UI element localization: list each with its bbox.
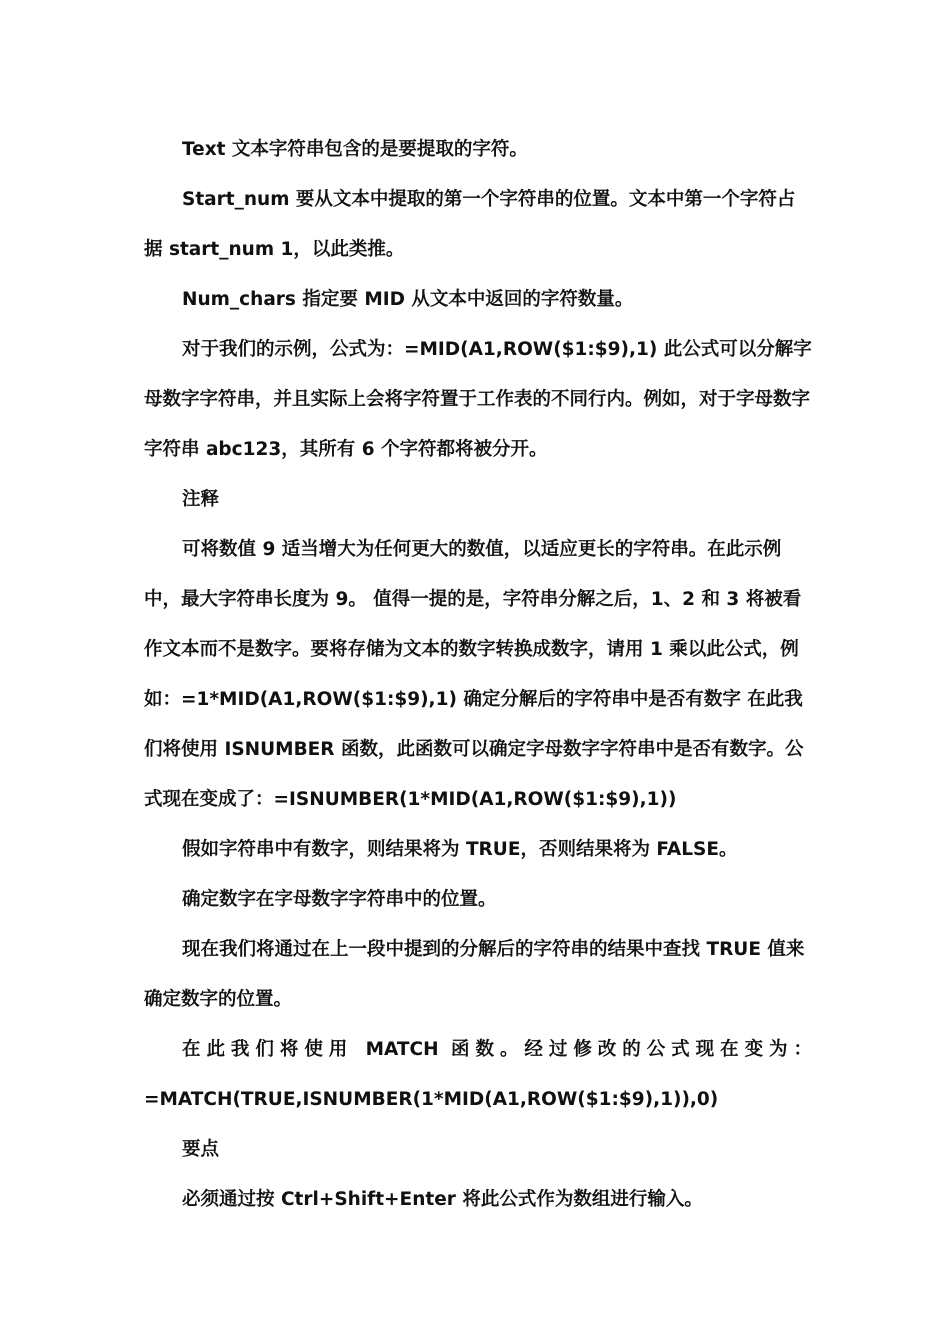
paragraph-determine-position: 确定数字在字母数字字符串中的位置。: [182, 889, 497, 910]
paragraph-match-formula: =MATCH(TRUE,ISNUMBER(1*MID(A1,ROW($1:$9),1)),0): [144, 1089, 719, 1110]
document-body: [144, 125, 812, 1225]
paragraph-match-intro: 在此我们将使用 MATCH 函数。经过修改的公式现在变为：: [182, 1039, 812, 1060]
heading-key-point: 要点: [182, 1139, 220, 1160]
paragraph-text-argument: Text 文本字符串包含的是要提取的字符。: [182, 139, 528, 160]
paragraph-array-entry: 必须通过按 Ctrl+Shift+Enter 将此公式作为数组进行输入。: [182, 1189, 703, 1210]
paragraph-find-true-value: 现在我们将通过在上一段中提到的分解后的字符串的结果中查找 TRUE 值来确定数字的位置。: [144, 939, 805, 1010]
paragraph-start-num-argument: Start_num 要从文本中提取的第一个字符串的位置。文本中第一个字符占据 start_num 1，以此类推。: [144, 189, 796, 260]
paragraph-note-body: 可将数值 9 适当增大为任何更大的数值，以适应更长的字符串。在此示例中，最大字符串长度为 9。 值得一提的是，字符串分解之后，1、2 和 3 将被看作文本而不是数字。要将存储为文本的数字转换成数字，请用 1 乘以此公式，例如：=1*MID(A1,ROW($1:$9),1) 确定分解后的字符串中是否有数字 在此我们将使用 ISNUMBER 函数，此函数可以确定字母数字字符串中是否有数字。公式现在变成了：=ISNUMBER(1*MID(A1,ROW($1:$9),1)): [144, 539, 804, 810]
paragraph-num-chars-argument: Num_chars 指定要 MID 从文本中返回的字符数量。: [182, 289, 634, 310]
paragraph-example-formula: 对于我们的示例，公式为：=MID(A1,ROW($1:$9),1) 此公式可以分解字母数字字符串，并且实际上会将字符置于工作表的不同行内。例如，对于字母数字字符串 abc123，其所有 6 个字符都将被分开。: [144, 339, 812, 460]
paragraph-true-false-result: 假如字符串中有数字，则结果将为 TRUE，否则结果将为 FALSE。: [182, 839, 738, 860]
heading-note: 注释: [182, 489, 220, 510]
